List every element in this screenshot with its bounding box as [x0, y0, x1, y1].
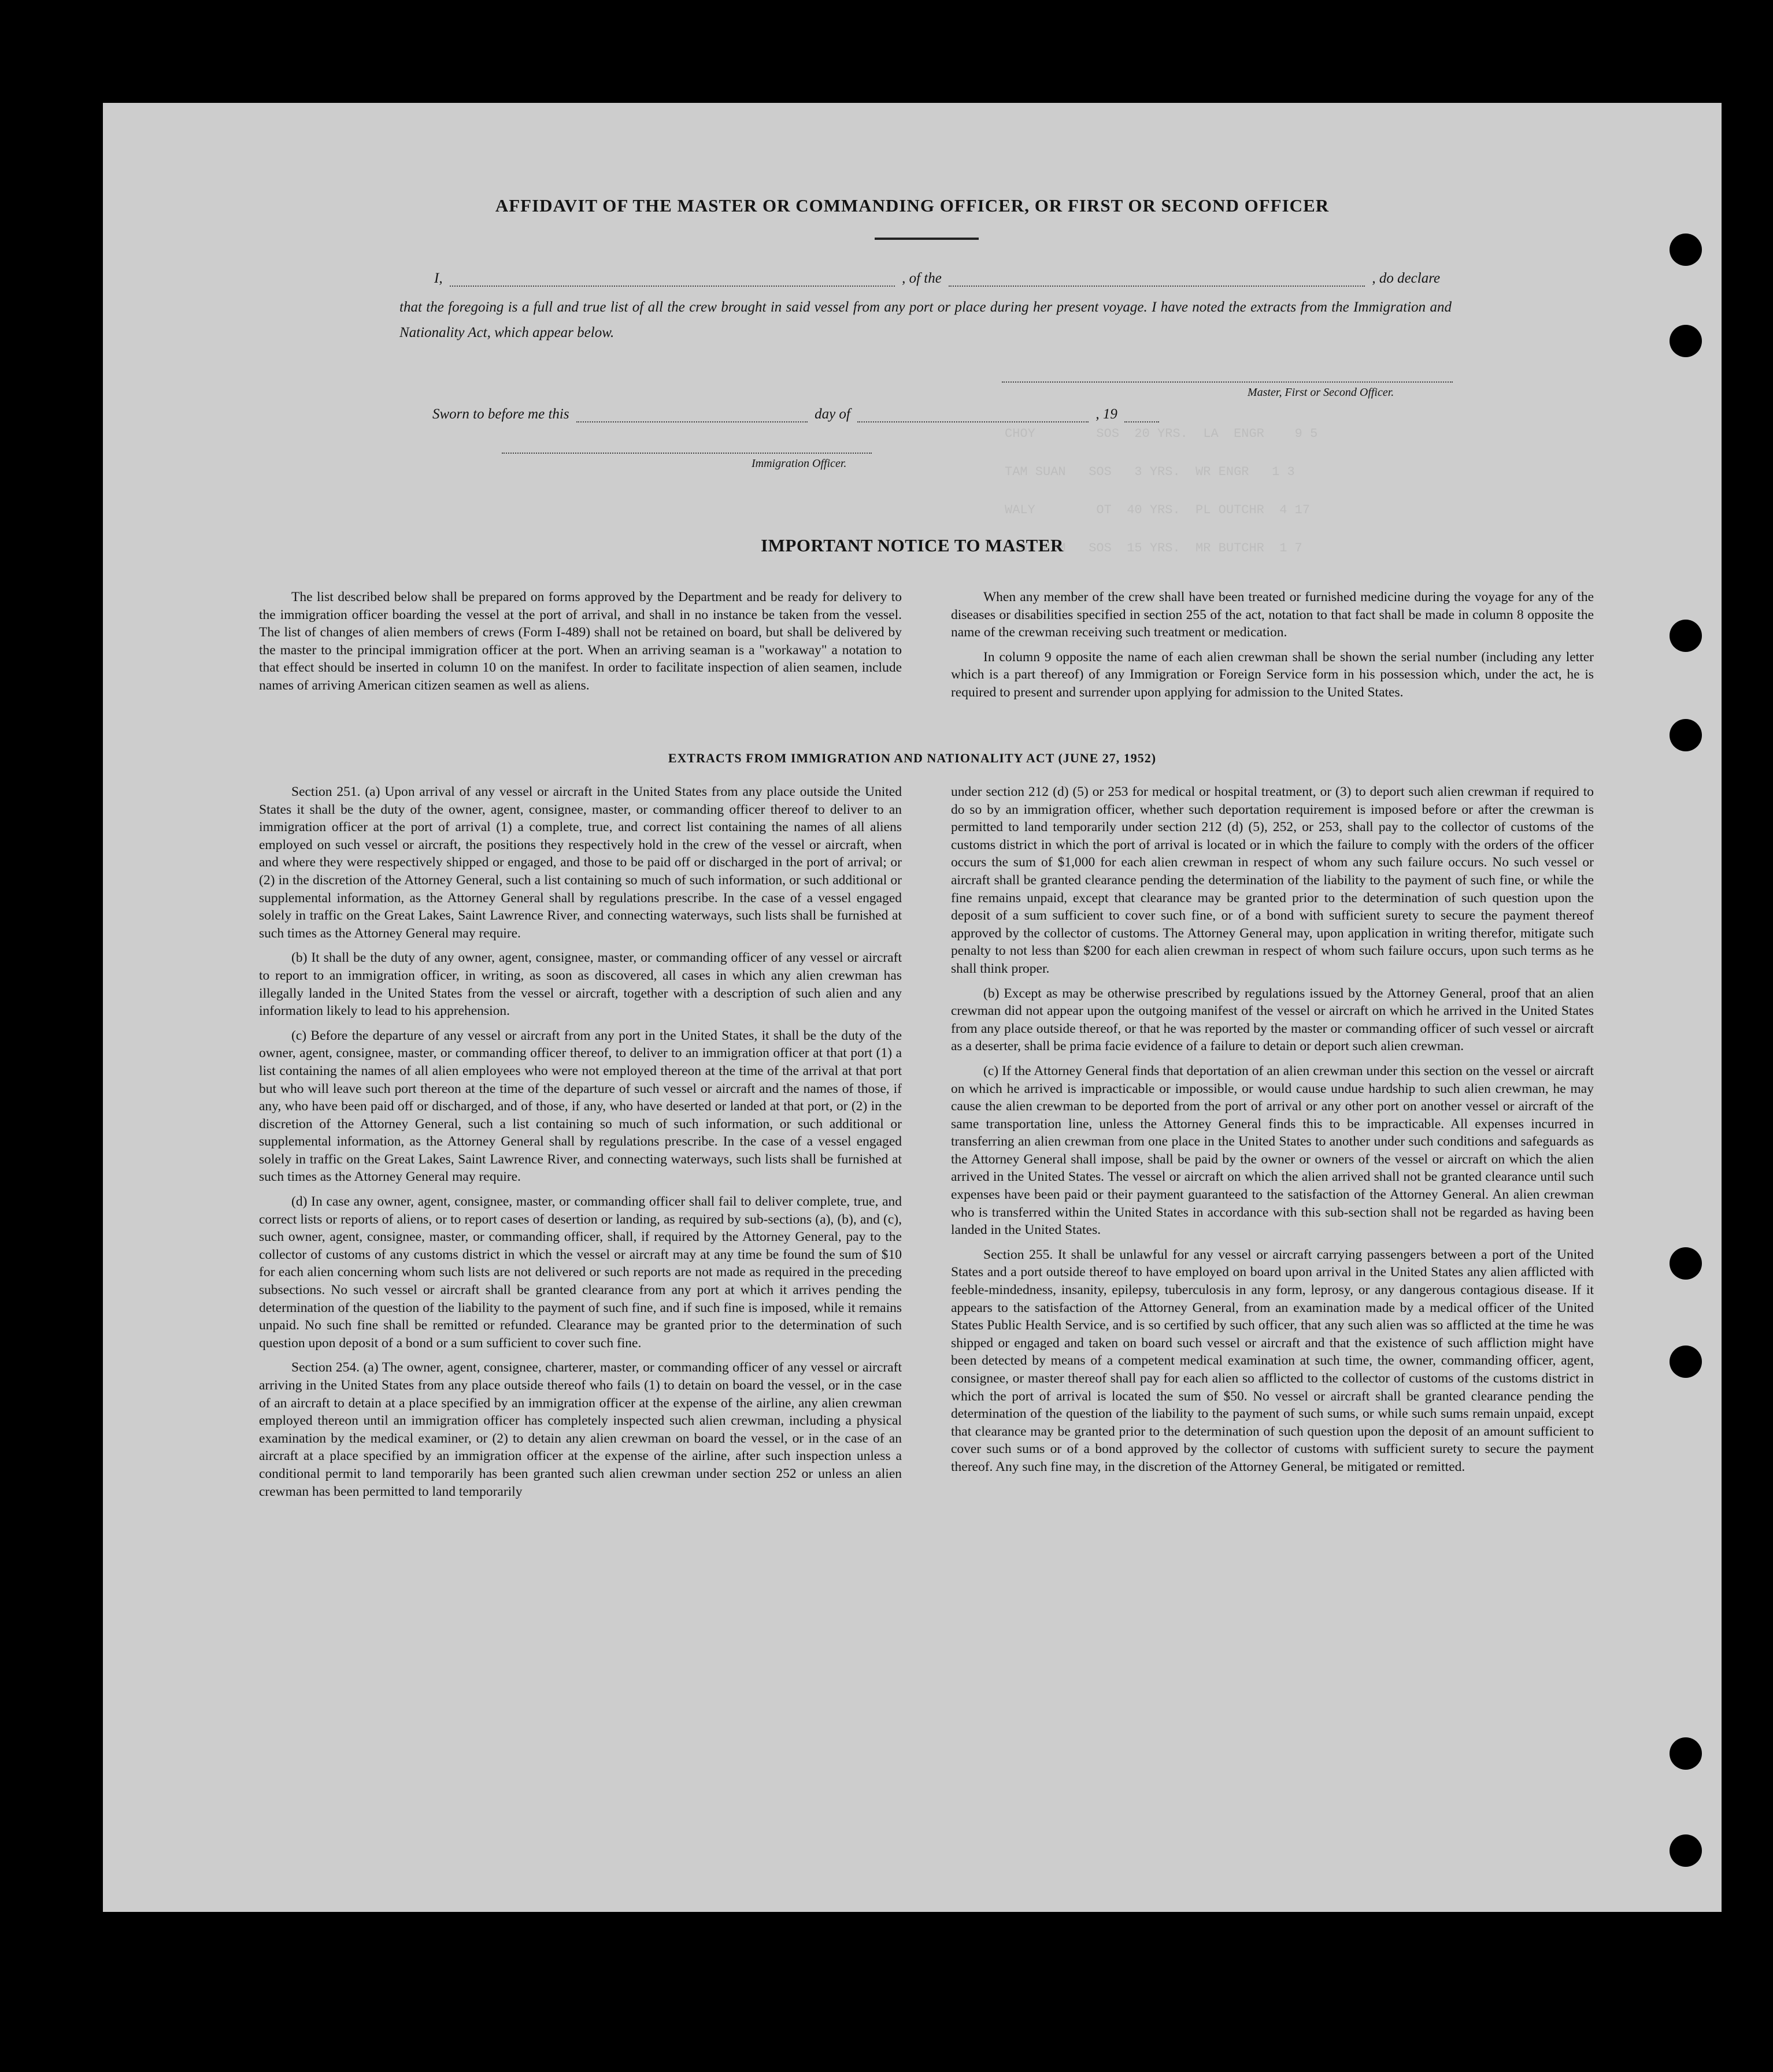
name-field[interactable]	[450, 283, 895, 287]
sworn-year-field[interactable]	[1124, 419, 1159, 422]
master-signature-line[interactable]	[1002, 381, 1453, 383]
notice-left-column	[259, 588, 902, 702]
notice-right-paragraph-1: When any member of the crew shall have been treated or furnished medicine during the voyage for any of the diseases or disabilities specified in section 255 of the act, notation to that fact shall be made in column 8 opposite the name of the crewman receiving such treatment or medication.	[951, 590, 1594, 640]
notice-right-paragraph-2: In column 9 opposite the name of each alien crewman shall be shown the serial number (including any letter which is a part thereof) of any Immigration or Foreign Service form in his possession which, under the act, he is required to present and surrender upon applying for admission to the United States.	[951, 649, 1594, 700]
master-caption: Master, First or Second Officer.	[1248, 386, 1394, 399]
punch-hole	[1670, 719, 1702, 751]
punch-hole	[1670, 1834, 1702, 1867]
declaration-line	[434, 270, 1452, 287]
section-251-a: Section 251. (a) Upon arrival of any vessel or aircraft in the United States from any place outside the United States it shall be the duty of the owner, agent, consignee, master, or commanding officer thereof to deliver to an immigration officer at the port of arrival (1) a complete, true, and correct list containing the names of all aliens employed on such vessel or aircraft, the positions they respectively hold in the crew of the vessel or aircraft, when and where they were respectively shipped or engaged, and those to be paid off or discharged in the port of arrival; or (2) in the discretion of the Attorney General, such a list containing so much of such information, or such additional or supplemental information, as the Attorney General shall by regulations prescribe. In the case of a vessel engaged solely in traffic on the Great Lakes, Saint Lawrence River, and connecting waterways, such lists shall be furnished at such times as the Attorney General may require.	[259, 784, 902, 941]
affidavit-title: AFFIDAVIT OF THE MASTER OR COMMANDING OFFICER, OR FIRST OR SECOND OFFICER	[495, 195, 1330, 216]
sworn-day-field[interactable]	[576, 419, 808, 422]
extracts-left-column	[259, 783, 902, 1507]
label-do-declare: , do declare	[1372, 270, 1441, 286]
punch-hole	[1670, 620, 1702, 652]
section-251-c: (c) Before the departure of any vessel or aircraft from any port in the United States, it shall be the duty of the owner, agent, consignee, master, or commanding officer thereof, to deliver to an immigration officer at that port (1) a list containing the names of all alien employees who were not employed thereon at the time of the arrival at that port but who will leave such port thereon at the time of the departure of such vessel or aircraft and the names of those, if any, who have been paid off or discharged, and of those, if any, who have deserted or landed at that port, or (2) in the discretion of the Attorney General, such a list containing so much of such information, or such additional or supplemental information, as the Attorney General shall by regulations prescribe. In the case of a vessel engaged solely in traffic on the Great Lakes, Saint Lawrence River, and connecting waterways, such lists shall be furnished at such times as the Attorney General may require.	[259, 1028, 902, 1185]
punch-hole	[1670, 1345, 1702, 1378]
extracts-right-column	[951, 783, 1594, 1483]
immigration-caption: Immigration Officer.	[752, 457, 847, 470]
punch-hole	[1670, 325, 1702, 357]
punch-hole	[1670, 233, 1702, 266]
section-251-d: (d) In case any owner, agent, consignee, master, or commanding officer shall fail to deliver complete, true, and correct lists or reports of aliens, or to report cases of desertion or landing, as required by sub-sections (a), (b), and (c), such owner, agent, consignee, master, or commanding officer, shall, if required by the Attorney General, pay to the collector of customs of any customs district in which the vessel or aircraft may at any time be found the sum of $10 for each alien concerning whom such lists are not delivered or such reports are not made as required in the preceding subsections. No such vessel or aircraft shall be granted clearance from any port at which it arrives pending the determination of the question of the liability to the payment of such fine, and if such fine is imposed, while it remains unpaid. No such fine shall be remitted or refunded. Clearance may be granted prior to the determination of such question upon deposit of a bond or a sum sufficient to cover such fine.	[259, 1194, 902, 1351]
section-254-a-continued: under section 212 (d) (5) or 253 for medical or hospital treatment, or (3) to deport such alien crewman if required to do so by an immigration officer, whether such deportation requirement is imposed before or after the crewman is permitted to land temporarily under section 212 (d) (5), 252, or 253, shall pay to the collector of customs of the customs district in which the port of arrival is located or in which the failure to comply with the orders of the officer occurs the sum of $1,000 for each alien crewman in respect of whom any such failure occurs. No such vessel or aircraft shall be granted clearance pending the determination of the liability to the payment of such fine, or while the fine remains unpaid, except that clearance may be granted prior to the determination of such question upon the deposit of a sum sufficient to cover such fine, or of a bond with sufficient surety to secure the payment thereof approved by the collector of customs. The Attorney General may, upon application in writing therefor, mitigate such penalty to not less than $200 for each alien crewman in respect of whom such failure occurs, upon such terms as he shall think proper.	[951, 784, 1594, 976]
extracts-title: EXTRACTS FROM IMMIGRATION AND NATIONALITY ACT (JUNE 27, 1952)	[668, 751, 1157, 765]
sworn-line	[432, 406, 1184, 422]
section-254-c: (c) If the Attorney General finds that deportation of an alien crewman under this section on the vessel or aircraft on which he arrived is impracticable or impossible, or would cause undue hardship to such alien crewman, he may cause the alien crewman to be deported from the port of arrival or any other port on another vessel or aircraft of the same transportation line, unless the Attorney General finds this to be impracticable. All expenses incurred in transferring an alien crewman from one place in the United States to another under such conditions and safeguards as the Attorney General shall impose, shall be paid by the owner or owners of the vessel or aircraft on which the alien arrived in the United States. The vessel or aircraft on which the alien arrived shall not be granted clearance until such expenses have been paid or their payment guaranteed to the satisfaction of the Attorney General. An alien crewman who is transferred within the United States in accordance with this sub-section shall not be regarded as having been landed in the United States.	[951, 1063, 1594, 1238]
section-251-b: (b) It shall be the duty of any owner, agent, consignee, master, or commanding officer of any vessel or aircraft to report to an immigration officer, in writing, as soon as discovered, all cases in which any alien crewman has illegally landed in the United States from the vessel or aircraft, together with a description of such alien and any information likely to lead to his apprehension.	[259, 950, 902, 1019]
immigration-signature-line[interactable]	[502, 453, 872, 454]
section-254-b: (b) Except as may be otherwise prescribed by regulations issued by the Attorney General, proof that an alien crewman did not appear upon the outgoing manifest of the vessel or aircraft on which he arrived in the United States from any place outside thereof, or that he was reported by the master or commanding officer of such vessel or aircraft as a deserter, shall be prima facie evidence of a failure to detain or deport such alien crewman.	[951, 985, 1594, 1054]
sworn-label: Sworn to before me this	[432, 406, 569, 422]
year-label: , 19	[1095, 406, 1117, 422]
punch-hole	[1670, 1247, 1702, 1280]
bleed-through-texture: CHOY SOS 20 YRS. LA ENGR 9 5 TAM SUAN SOS 3 YRS. WR ENGR 1 3 WALY OT 40 YRS. PL OUTCHR 4 17 PANG KIM SOS 15 YRS. MR BUTCHR 1 7	[1005, 427, 1318, 555]
vessel-field[interactable]	[949, 283, 1365, 287]
notice-right-column	[951, 588, 1594, 709]
sworn-month-field[interactable]	[857, 419, 1089, 422]
title-rule	[875, 238, 979, 240]
section-255: Section 255. It shall be unlawful for any vessel or aircraft carrying passengers between a port of the United States and a port outside thereof to have employed on board upon arrival in the United States any alien afflicted with feeble-mindedness, insanity, epilepsy, tuberculosis in any form, leprosy, or any dangerous contagious disease. If it appears to the satisfaction of the Attorney General, from an examination made by a medical officer of the United States Public Health Service, and is so certified by such officer, that any such alien was so afflicted at the time he was shipped or engaged and taken on board such vessel or aircraft and that the existence of such affliction might have been detected by means of a competent medical examination at such time, the owner, commanding officer, agent, consignee, or master thereof shall pay for each alien so afflicted to the collector of customs of the customs district in which the port of arrival is located the sum of $50. No vessel or aircraft shall be granted clearance pending the determination of the question of the liability to the payment of such sums, or while such sums remain unpaid, except that clearance may be granted prior to the determination of such question upon the deposit of an amount sufficient to cover such sums or of a bond approved by the collector of customs with sufficient surety to secure the payment thereof. Any such fine may, in the discretion of the Attorney General, be mitigated or remitted.	[951, 1247, 1594, 1474]
notice-title: IMPORTANT NOTICE TO MASTER	[761, 535, 1064, 555]
affidavit-statement: that the foregoing is a full and true list of all the crew brought in said vessel from any port or place during her present voyage. I have noted the extracts from the Immigration and Nationality Act, which appear below.	[399, 299, 1452, 340]
label-i: I,	[434, 270, 443, 286]
section-254-a: Section 254. (a) The owner, agent, consignee, charterer, master, or commanding officer of any vessel or aircraft arriving in the United States from any place outside thereof who fails (1) to detain on board the vessel, or in the case of an aircraft to detain at a place specified by an immigration officer at the expense of the airline, any alien crewman employed thereon until an immigration officer has completely inspected such alien crewman, including a physical examination by the medical examiner, or (2) to detain any alien crewman on board the vessel, or in the case of an aircraft at a place specified by an immigration officer at the expense of the airline, after such inspection unless a conditional permit to land temporarily has been granted such alien crewman under section 252 or unless an alien crewman has been permitted to land temporarily	[259, 1360, 902, 1499]
punch-hole	[1670, 1737, 1702, 1770]
document-page	[103, 103, 1722, 1912]
label-of-the: , of the	[902, 270, 942, 286]
day-of-label: day of	[815, 406, 850, 422]
notice-left-paragraph: The list described below shall be prepared on forms approved by the Department and be ready for delivery to the immigration officer boarding the vessel at the port of arrival, and shall in no instance be taken from the vessel. The list of changes of alien members of crews (Form I-489) shall not be retained on board, but shall be delivered by the master to the principal immigration officer at the port. When an arriving seaman is a "workaway" a notation to that effect should be inserted in column 10 on the manifest. In order to facilitate inspection of alien seamen, include names of arriving American citizen seamen as well as aliens.	[259, 590, 902, 693]
